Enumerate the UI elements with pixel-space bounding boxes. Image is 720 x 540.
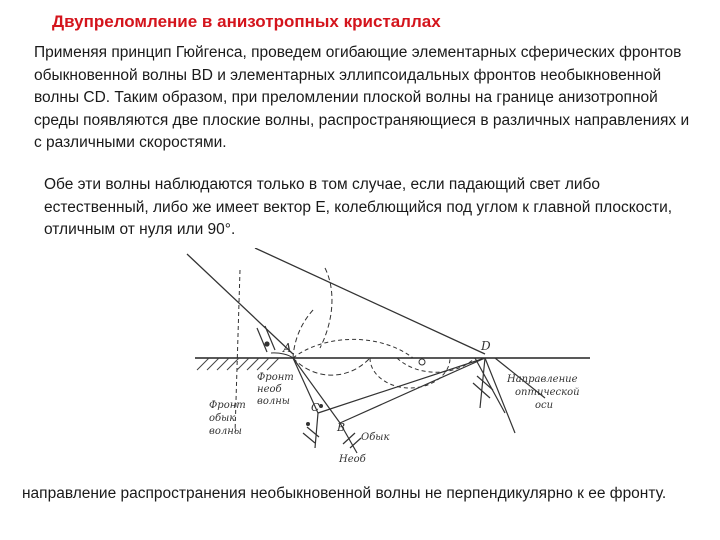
paragraph-condition: Обе эти волны наблюдаются только в том случае, если падающий свет либо естественный, либо же имеет вектор Е, колеблющийся под углом к главной плоскости, отличным от нуля или 90°. <box>44 176 673 238</box>
label-point-b: B <box>337 421 346 434</box>
refracted-rays <box>293 358 545 453</box>
polarization-marks <box>257 326 275 352</box>
label-front-ordinary-2: обык <box>209 413 236 424</box>
label-optic-axis-1: Направление <box>507 374 578 385</box>
wavelet-point <box>419 359 425 365</box>
birefringence-diagram <box>175 248 595 473</box>
label-optic-axis-2: оптической <box>515 387 580 398</box>
paragraph-huygens: Применяя принцип Гюйгенса, проведем огибающие элементарных сферических фронтов обыкновенной волны BD и элементарных эллипсоидальных фронтов необыкновенной волны CD. Таким образом, при преломлении плоской волны на границе анизотропной среды появляются две плоские волны, распространяющиеся в различных направлениях и с различными скоростями. <box>34 44 690 151</box>
label-point-c: C <box>311 401 320 414</box>
label-front-ordinary-3: волны <box>209 426 242 437</box>
slide-title: Двупреломление в анизотропных кристаллах <box>52 12 441 31</box>
label-front-extra-3: волны <box>257 396 290 407</box>
incident-rays <box>187 248 485 354</box>
label-ray-extra: Необ <box>339 454 366 465</box>
label-optic-axis-3: оси <box>535 400 554 411</box>
paragraph-conclusion: направление распространения необыкновенной волны не перпендикулярно к ее фронту. <box>22 485 667 502</box>
label-front-extra-1: Фронт <box>257 372 294 383</box>
label-front-extra-2: необ <box>257 384 282 395</box>
label-point-a: A <box>283 341 292 355</box>
label-front-ordinary-1: Фронт <box>209 400 246 411</box>
label-point-d: D <box>481 339 491 353</box>
label-ray-ordinary: Обык <box>361 432 390 443</box>
surface-hatching <box>197 358 279 370</box>
